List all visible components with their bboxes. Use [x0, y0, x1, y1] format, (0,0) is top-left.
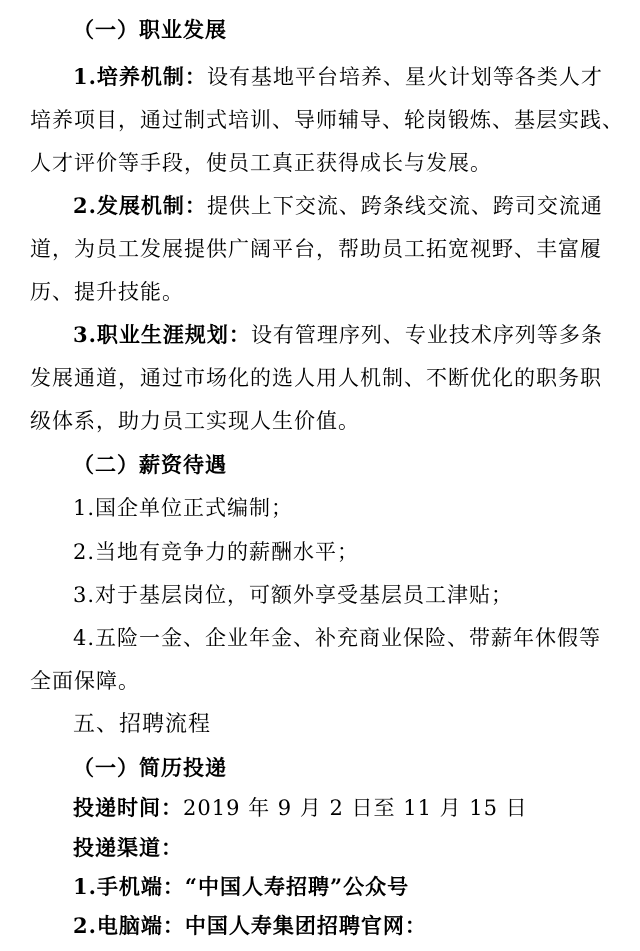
paragraph-training-label: 1.培养机制：: [73, 64, 207, 89]
channel-item-mobile: [73, 872, 640, 902]
section-heading-resume-text: （一）简历投递: [73, 755, 227, 780]
section-heading-career: [73, 15, 640, 45]
benefit-item: [73, 493, 640, 523]
paragraph-development-line-text: 历、提升技能。: [30, 280, 184, 304]
benefit-item: [73, 623, 640, 653]
benefit-item-text: 2.当地有竞争力的薪酬水平；: [73, 540, 360, 564]
paragraph-training-line-text: 人才评价等手段，使员工真正获得成长与发展。: [30, 151, 492, 175]
paragraph-development-line: [30, 277, 640, 307]
paragraph-career-plan-line: [30, 363, 640, 393]
benefit-item: [73, 537, 640, 567]
channel-item-pc-text: 2.电脑端：中国人寿集团招聘官网：: [73, 913, 427, 938]
paragraph-development-line: [30, 234, 640, 264]
section-heading-salary-text: （二）薪资待遇: [73, 452, 227, 477]
paragraph-training-line: [30, 105, 640, 135]
paragraph-development: [73, 191, 640, 221]
channel-item-pc: [73, 911, 640, 941]
paragraph-career-plan-line-text: 发展通道，通过市场化的选人用人机制、不断优化的职务职: [30, 366, 602, 390]
channel-item-mobile-text: 1.手机端：“中国人寿招聘”公众号: [73, 874, 410, 899]
benefit-item-text: 3.对于基层岗位，可额外享受基层员工津贴；: [73, 583, 514, 607]
paragraph-career-plan-line-text: 级体系，助力员工实现人生价值。: [30, 409, 360, 433]
chapter-heading-recruitment: [73, 710, 640, 740]
paragraph-training-line: 设有基地平台培养、星火计划等各类人才: [206, 65, 603, 89]
benefit-item-text: 全面保障。: [30, 669, 140, 693]
submission-channel-label: [73, 833, 640, 863]
paragraph-development-label: 2.发展机制：: [73, 193, 207, 218]
benefit-item-text: 4.五险一金、企业年金、补充商业保险、带薪年休假等: [73, 626, 602, 650]
paragraph-career-plan-label: 3.职业生涯规划：: [73, 322, 251, 347]
benefit-item-text: 1.国企单位正式编制；: [73, 496, 294, 520]
paragraph-training-line-text: 培养项目，通过制式培训、导师辅导、轮岗锻炼、基层实践、: [30, 108, 624, 132]
submission-channel-label-text: 投递渠道：: [73, 835, 183, 860]
section-heading-salary: [73, 450, 640, 480]
paragraph-career-plan-line: [30, 406, 640, 436]
section-heading-career-text: （一）职业发展: [73, 17, 227, 42]
paragraph-training: [73, 62, 640, 92]
paragraph-career-plan: [73, 320, 640, 350]
paragraph-career-plan-line: 设有管理序列、专业技术序列等多条: [250, 323, 603, 347]
section-heading-resume: [73, 753, 640, 783]
benefit-item: [73, 580, 640, 610]
chapter-heading-recruitment-text: 五、招聘流程: [73, 712, 212, 737]
paragraph-development-line-text: 道，为员工发展提供广阔平台，帮助员工拓宽视野、丰富履: [30, 237, 602, 261]
submission-time: [73, 793, 640, 823]
benefit-item-continuation: [30, 666, 640, 696]
paragraph-development-line: 提供上下交流、跨条线交流、跨司交流通: [206, 194, 603, 218]
submission-time-label: 投递时间：: [73, 795, 183, 820]
submission-time-value: 2019 年 9 月 2 日至 11 月 15 日: [183, 796, 528, 820]
paragraph-training-line: [30, 148, 640, 178]
